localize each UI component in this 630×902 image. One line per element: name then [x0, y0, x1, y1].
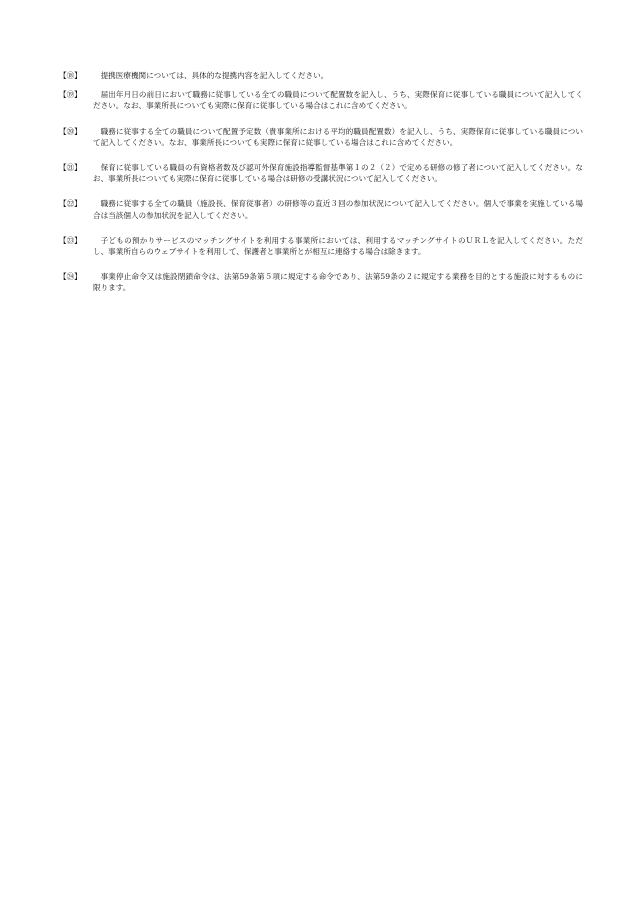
note-20 — [59, 126, 583, 148]
note-22 — [59, 198, 583, 220]
note-label: 【⑲】 — [59, 90, 82, 100]
note-text: 職務に従事する全ての職員について配置予定数（貴事業所における平均的職員配置数）を記入し、うち、実際保育に従事している職員について記入してください。なお、事業所長についても実際に保育に従事している場合はこれに含めてください。 — [93, 126, 583, 147]
note-text: 届出年月日の前日において職務に従事している全ての職員について配置数を記入し、うち、実際保育に従事している職員について記入してください。なお、事業所長についても実際に保育に従事している場合はこれに含めてください。 — [93, 90, 583, 111]
note-label: 【㉒】 — [59, 199, 82, 209]
notes-list — [59, 70, 583, 302]
note-text: 子どもの預かりサービスのマッチングサイトを利用する事業所においては、利用するマッチングサイトのＵＲＬを記入してください。ただし、事業所自らのウェブサイトを利用して、保護者と事業所とが相互に連絡する場合は除きます。 — [93, 235, 583, 257]
note-24 — [59, 271, 583, 293]
note-label: 【㉓】 — [59, 235, 82, 245]
note-text: 保育に従事している職員の有資格者数及び認可外保育施設指導監督基準第１の２（２）で定める研修の修了者について記入してください。なお、事業所長についても実際に保育に従事している場合は研修の受講状況について記入してください。 — [93, 163, 583, 184]
note-23 — [59, 235, 583, 257]
note-21 — [59, 162, 583, 184]
note-label: 【⑳】 — [59, 126, 82, 136]
note-text: 事業停止命令又は施設閉鎖命令は、法第59条第５項に規定する命令であり、法第59条の２に規定する業務を目的とする施設に対するものに限ります。 — [93, 272, 583, 293]
note-18 — [59, 70, 583, 81]
note-label: 【⑱】 — [59, 71, 82, 80]
note-19 — [59, 89, 583, 111]
note-label: 【㉔】 — [59, 272, 82, 282]
note-text: 提携医療機関については、具体的な提携内容を記入してください。 — [100, 71, 329, 80]
note-label: 【㉑】 — [59, 163, 82, 173]
note-text: 職務に従事する全ての職員（施設長、保育従事者）の研修等の直近３回の参加状況について記入してください。個人で事業を実施している場合は当該個人の参加状況を記入してください。 — [93, 199, 583, 220]
